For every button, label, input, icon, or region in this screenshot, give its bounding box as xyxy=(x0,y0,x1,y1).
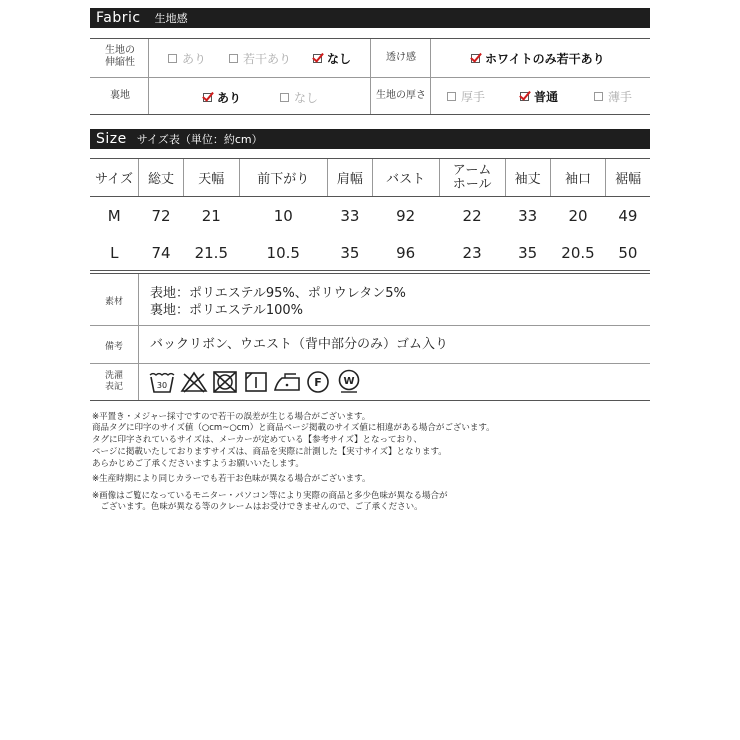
column-header: 袖丈 xyxy=(505,159,550,197)
remarks-divider xyxy=(90,363,650,364)
table-cell: 21.5 xyxy=(194,243,228,262)
size-subtitle: サイズ表（単位：約cm） xyxy=(136,133,263,146)
svg-text:30: 30 xyxy=(156,381,168,390)
table-cell: 23 xyxy=(462,243,482,262)
checked-checkbox-icon xyxy=(313,54,322,63)
note-line: 商品タグに印字のサイズ値（○cm~○cm）と商品ページ掲載のサイズ値に相違がある場合がございます。 xyxy=(92,423,495,433)
table-cell: 21 xyxy=(201,206,221,225)
note-line: ※画像はご覧になっているモニター・パソコン等により実際の商品と多少色味が異なる場合が xyxy=(92,491,448,501)
column-header: 裾幅 xyxy=(606,159,650,197)
fabric-title: Fabric xyxy=(96,10,141,26)
column-header: 肩幅 xyxy=(327,159,372,197)
material-divider xyxy=(90,325,650,326)
checkbox-icon xyxy=(168,54,177,63)
wet-clean-w-icon xyxy=(336,370,362,394)
line-dry-shade-icon xyxy=(243,370,269,394)
table-cell: 33 xyxy=(340,206,360,225)
table-cell: 72 xyxy=(151,206,171,225)
table-bottom-line-double xyxy=(90,273,650,274)
material-label: 素材 xyxy=(104,297,123,307)
thickness-option-normal: 普通 xyxy=(520,88,558,104)
note-line: ※生産時期により同じカラーでも若干お色味が異なる場合がございます。 xyxy=(92,474,371,484)
material-line-2: 裏地：ポリエステル100% xyxy=(150,303,303,318)
table-cell: 35 xyxy=(340,243,360,262)
checkbox-icon xyxy=(229,54,238,63)
note-line: ございます。色味が異なる等のクレームはお受けできませんので、ご了承ください。 xyxy=(92,502,423,512)
table-row xyxy=(90,197,650,235)
table-cell: 50 xyxy=(618,243,638,262)
checkbox-icon xyxy=(447,92,456,101)
thickness-option-thin: 薄手 xyxy=(594,88,632,104)
checked-checkbox-icon xyxy=(520,92,529,101)
size-title: Size xyxy=(96,131,127,147)
see-through-option: ホワイトのみ若干あり xyxy=(471,50,605,66)
column-header: 総丈 xyxy=(139,159,184,197)
fabric-divider-left xyxy=(148,39,149,114)
iron-low-icon xyxy=(272,370,302,394)
table-cell: 20 xyxy=(568,206,588,225)
checked-checkbox-icon xyxy=(471,54,480,63)
info-divider xyxy=(138,274,139,400)
fabric-divider-center xyxy=(370,39,371,114)
material-line-1: 表地：ポリエステル95%、ポリウレタン5% xyxy=(150,286,406,301)
care-bottom-line xyxy=(90,400,650,401)
checkbox-icon xyxy=(594,92,603,101)
table-cell: 92 xyxy=(396,206,416,225)
table-cell: 10.5 xyxy=(266,243,300,262)
column-header: 袖口 xyxy=(550,159,606,197)
fabric-divider-right xyxy=(430,39,431,114)
table-cell: 33 xyxy=(518,206,538,225)
column-header: 前下がり xyxy=(239,159,327,197)
column-header: アーム ホール xyxy=(439,159,505,197)
column-header: バスト xyxy=(372,159,439,197)
lining-label: 裏地 xyxy=(110,90,130,101)
remarks-text: バックリボン、ウエスト（背中部分のみ）ゴム入り xyxy=(150,337,448,352)
table-cell: L xyxy=(110,243,119,262)
note-line: ※平置き・メジャー採寸ですので若干の誤差が生じる場合がございます。 xyxy=(92,412,371,422)
column-header: サイズ xyxy=(90,159,139,197)
checked-checkbox-icon xyxy=(203,93,212,102)
care-label: 洗濯 表記 xyxy=(104,371,123,392)
table-cell: M xyxy=(107,206,121,225)
size-header xyxy=(90,129,650,149)
lining-option-yes: あり xyxy=(203,89,241,105)
stretch-option-slight: 若干あり xyxy=(229,50,291,66)
see-through-label: 透け感 xyxy=(386,52,416,63)
size-table-header xyxy=(90,159,650,197)
table-cell: 20.5 xyxy=(561,243,595,262)
stretch-option-no: なし xyxy=(313,50,351,66)
dry-clean-f-icon xyxy=(305,370,331,394)
column-header: 天幅 xyxy=(183,159,239,197)
table-cell: 35 xyxy=(518,243,538,262)
svg-text:W: W xyxy=(343,376,355,387)
fabric-header xyxy=(90,8,650,28)
size-table xyxy=(90,159,650,271)
thickness-option-thick: 厚手 xyxy=(447,88,485,104)
remarks-label: 備考 xyxy=(104,342,123,352)
wash-30-icon xyxy=(148,370,176,394)
fabric-bottom-line xyxy=(90,114,650,115)
thickness-label: 生地の厚さ xyxy=(376,90,426,101)
lining-option-no: なし xyxy=(280,89,318,105)
table-cell: 10 xyxy=(273,206,293,225)
note-line: タグに印字されているサイズは、メーカーが定めている【参考サイズ】となっており、 xyxy=(92,435,422,445)
table-cell: 49 xyxy=(618,206,638,225)
stretch-option-yes: あり xyxy=(168,50,206,66)
no-bleach-icon xyxy=(180,370,208,394)
table-cell: 22 xyxy=(462,206,482,225)
note-line: あらかじめご了承くださいますようお願いいたします。 xyxy=(92,459,304,469)
table-row xyxy=(90,234,650,271)
svg-text:F: F xyxy=(314,376,322,389)
note-line: ページに掲載いたしておりますサイズは、商品を実際に計測した【実寸サイズ】となります。 xyxy=(92,447,447,457)
stretch-label: 生地の 伸縮性 xyxy=(105,45,135,68)
checkbox-icon xyxy=(280,93,289,102)
table-cell: 74 xyxy=(151,243,171,262)
fabric-subtitle: 生地感 xyxy=(154,12,188,25)
table-cell: 96 xyxy=(396,243,416,262)
no-tumble-dry-icon xyxy=(211,370,239,394)
table-bottom-line xyxy=(90,270,650,271)
